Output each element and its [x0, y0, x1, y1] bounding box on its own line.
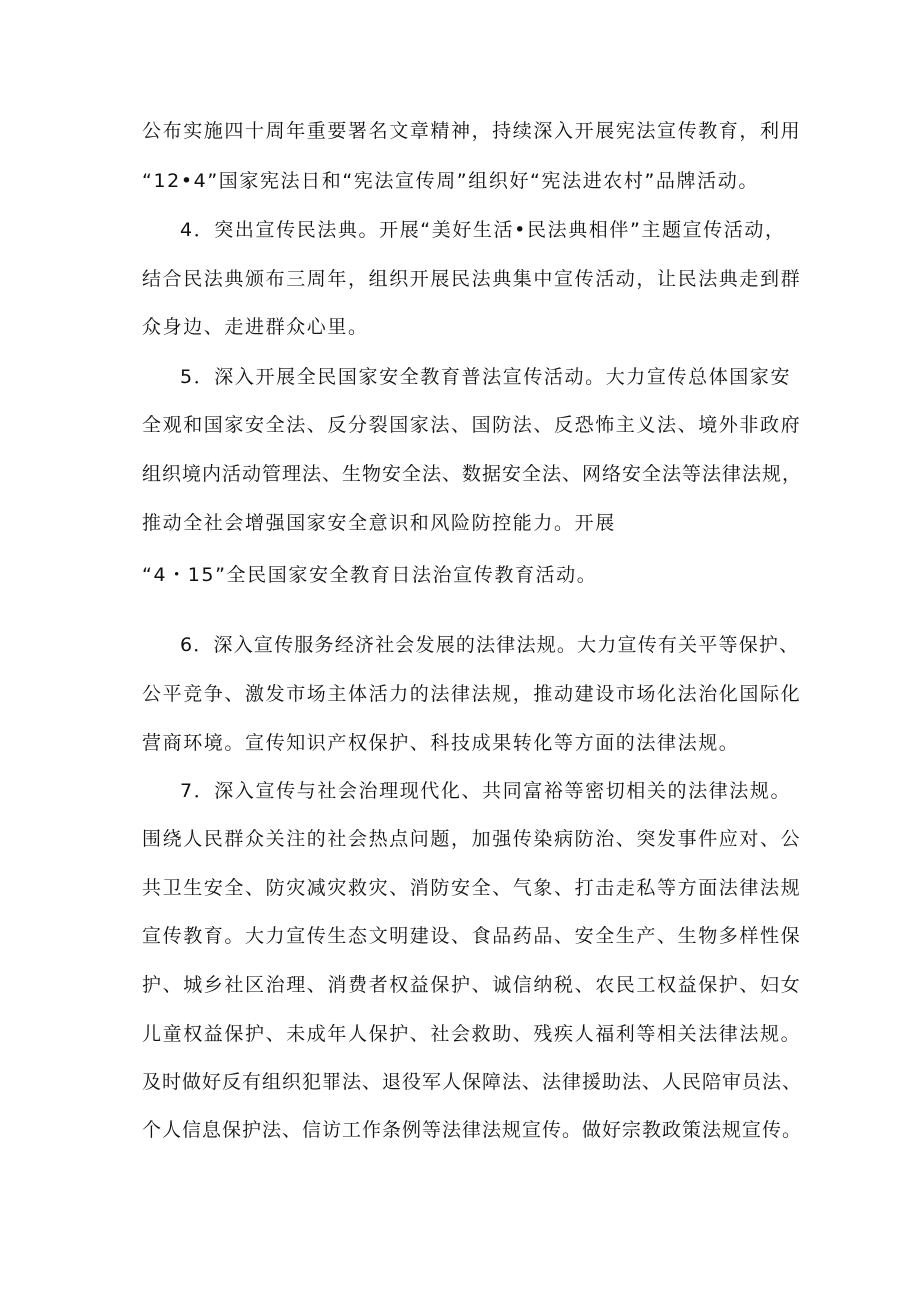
text-line-10: “4・15”全民国家安全教育日法治宣传教育活动。 [142, 564, 598, 586]
paragraph-5-heading: 5．深入开展全民国家安全教育普法宣传活动。大力宣传总体国家安 [180, 366, 792, 388]
text-line-16: 共卫生安全、防灾减灾救灾、消防安全、气象、打击走私等方面法律法规 [142, 877, 802, 899]
text-line-7: 全观和国家安全法、反分裂国家法、国防法、反恐怖主义法、境外非政府 [142, 414, 802, 436]
text-line-21: 个人信息保护法、信访工作条例等法律法规宣传。做好宗教政策法规宣传。 [142, 1119, 803, 1141]
text-line-4: 结合民法典颁布三周年，组织开展民法典集中宣传活动，让民法典走到群 [142, 268, 802, 290]
text-line-1: 公布实施四十周年重要署名文章精神，持续深入开展宪法宣传教育，利用 [142, 120, 802, 142]
text-line-15: 围绕人民群众关注的社会热点问题，加强传染病防治、突发事件应对、公 [142, 828, 802, 850]
text-line-12: 公平竞争、激发市场主体活力的法律法规，推动建设市场化法治化国际化 [142, 683, 802, 705]
text-line-19: 儿童权益保护、未成年人保护、社会救助、残疾人福利等相关法律法规。 [142, 1023, 802, 1045]
text-line-9: 推动全社会增强国家安全意识和风险防控能力。开展 [142, 512, 616, 534]
text-line-17: 宣传教育。大力宣传生态文明建设、食品药品、安全生产、生物多样性保 [142, 925, 802, 947]
text-line-18: 护、城乡社区治理、消费者权益保护、诚信纳税、农民工权益保护、妇女 [142, 974, 802, 996]
paragraph-4-heading: 4．突出宣传民法典。开展“美好生活•民法典相伴”主题宣传活动， [180, 219, 786, 241]
paragraph-6-heading: 6．深入宣传服务经济社会发展的法律法规。大力宣传有关平等保护、 [180, 634, 800, 656]
text-line-8: 组织境内活动管理法、生物安全法、数据安全法、网络安全法等法律法规， [142, 463, 803, 485]
text-line-20: 及时做好反有组织犯罪法、退役军人保障法、法律援助法、人民陪审员法、 [142, 1071, 803, 1093]
text-line-2: “12•4”国家宪法日和“宪法宣传周”组织好“宪法进农村”品牌活动。 [142, 170, 759, 192]
text-line-13: 营商环境。宣传知识产权保护、科技成果转化等方面的法律法规。 [142, 732, 740, 754]
text-line-5: 众身边、走进群众心里。 [142, 316, 369, 338]
paragraph-7-heading: 7．深入宣传与社会治理现代化、共同富裕等密切相关的法律法规。 [180, 780, 792, 802]
